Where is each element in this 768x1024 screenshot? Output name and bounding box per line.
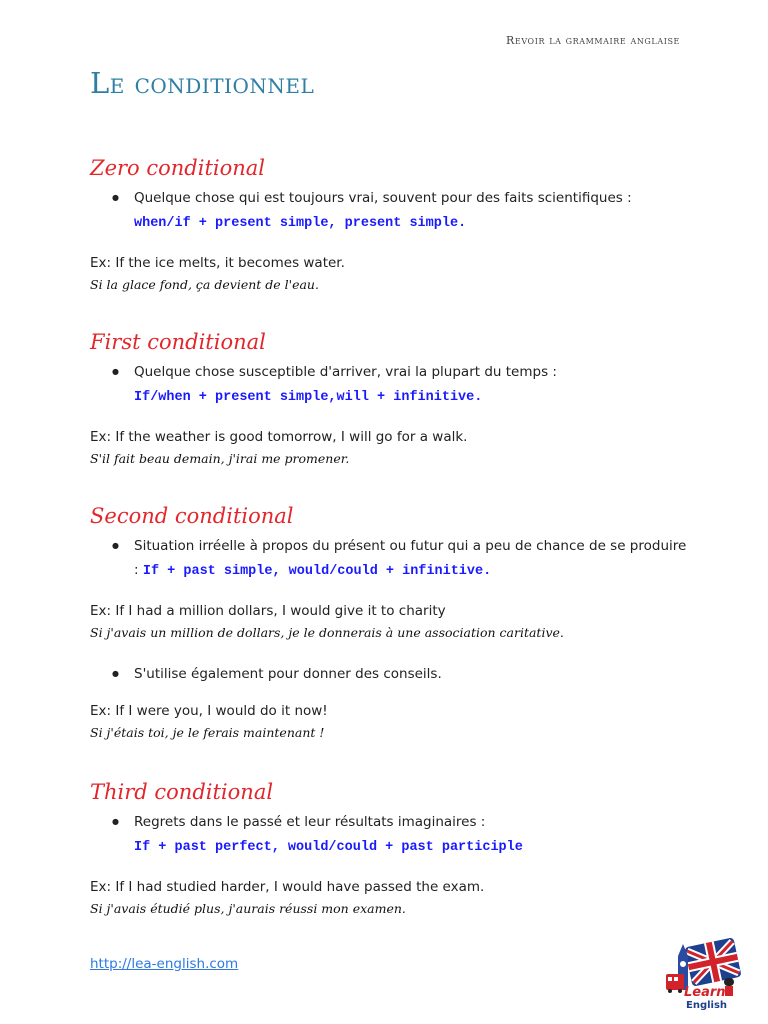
rule-text: Quelque chose qui est toujours vrai, souvent pour des faits scientifiques : [134,190,632,206]
rule-list [90,186,690,236]
rule-list [90,810,690,860]
rule-item [134,810,690,860]
rule-item [134,360,690,410]
rule-text: S'utilise également pour donner des conseils. [134,666,442,682]
section-first-conditional [90,330,690,470]
rule-item [134,534,690,584]
rule-item [134,186,690,236]
rule-text: Situation irréelle à propos du présent ou futur qui a peu de chance de se produire : [134,538,687,578]
section-heading: First conditional [90,330,266,354]
translation-sentence: Si j'avais un million de dollars, je le donnerais à une association caritative. [90,625,564,640]
formula: If/when + present simple,will + infinitive. [134,390,483,405]
section-second-conditional [90,504,690,744]
section-heading: Second conditional [90,504,294,528]
rule-text: Regrets dans le passé et leur résultats imaginaires : [134,814,486,830]
formula: If + past simple, would/could + infinitive. [142,564,492,579]
section-heading: Third conditional [90,780,274,804]
translation-sentence: Si j'étais toi, je le ferais maintenant ! [90,725,325,740]
translation-sentence: Si j'avais étudié plus, j'aurais réussi mon examen. [90,901,406,916]
example-sentence: Ex: If I had a million dollars, I would give it to charity [90,603,446,619]
section-zero-conditional [90,156,690,296]
website-link[interactable]: http://lea-english.com [90,956,239,972]
example-sentence: Ex: If the weather is good tomorrow, I will go for a walk. [90,429,468,445]
rule-list [90,360,690,410]
section-third-conditional [90,780,690,920]
logo-text-english: English [686,1000,728,1010]
formula: when/if + present simple, present simple. [134,216,467,231]
rule-item [134,662,690,686]
formula: If + past perfect, would/could + past participle [134,840,523,855]
learn-english-logo [664,938,742,1010]
example-sentence: Ex: If I were you, I would do it now! [90,703,328,719]
document-header: Revoir la grammaire anglaise [506,34,680,47]
logo-text-learn: Learn [684,985,726,1000]
bus-icon [666,974,684,993]
translation-sentence: Si la glace fond, ça devient de l'eau. [90,277,319,292]
rule-list [90,534,690,584]
page-title: Le conditionnel [90,66,315,100]
rule-text: Quelque chose susceptible d'arriver, vrai la plupart du temps : [134,364,557,380]
translation-sentence: S'il fait beau demain, j'irai me promener. [90,451,350,466]
example-sentence: Ex: If I had studied harder, I would have passed the exam. [90,879,485,895]
rule-list [90,662,690,686]
example-sentence: Ex: If the ice melts, it becomes water. [90,255,345,271]
section-heading: Zero conditional [90,156,266,180]
